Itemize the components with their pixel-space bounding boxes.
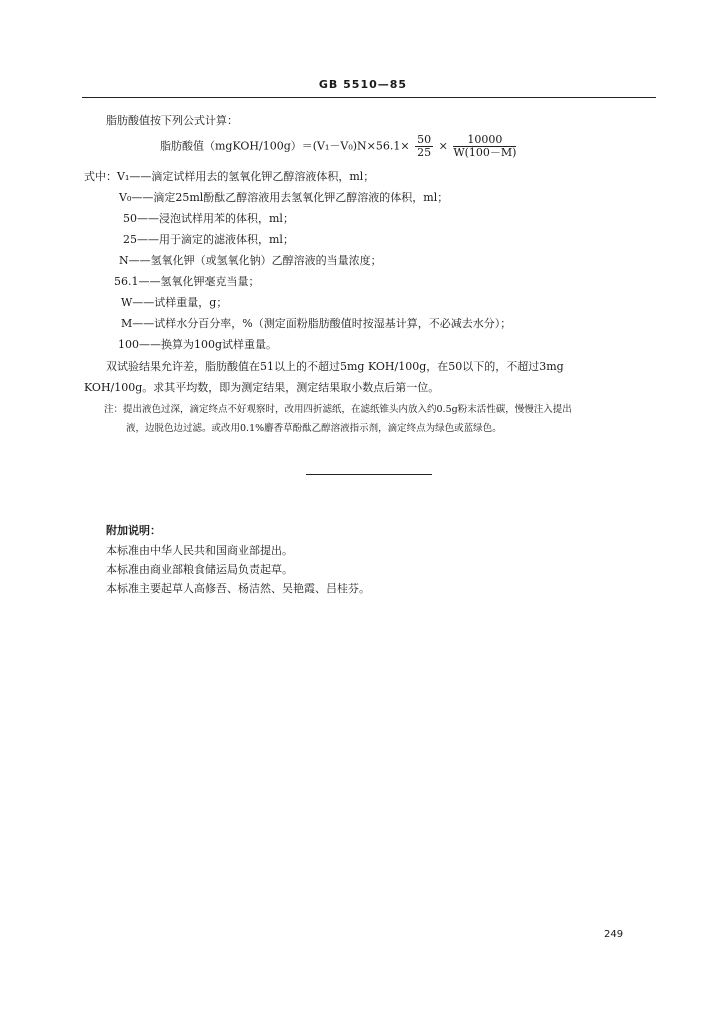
definition-v0: V₀——滴定25ml酚酞乙醇溶液用去氢氧化钾乙醇溶液的体积，ml；: [119, 191, 449, 204]
tolerance-line-2: KOH/100g。求其平均数，即为测定结果，测定结果取小数点后第一位。: [84, 381, 440, 394]
fraction-volume: [415, 134, 433, 159]
formula-lhs: 脂肪酸值（mgKOH/100g）＝(V₁－V₀)N×56.1×: [160, 139, 410, 153]
page-number: 249: [604, 929, 624, 940]
definition-25: 25——用于滴定的滤液体积，ml；: [123, 233, 294, 246]
definition-100: 100——换算为100g试样重量。: [118, 338, 278, 351]
fraction-weight-num: 10000: [453, 134, 516, 147]
definition-56-1: 56.1——氢氧化钾毫克当量；: [114, 275, 260, 288]
fraction-weight: [453, 134, 516, 159]
note-line-1: 注：提出液色过深，滴定终点不好观察时，改用四折滤纸，在滤纸锥头内放入约0.5g粉末活性碳，慢慢注入提出: [104, 404, 572, 415]
definition-50: 50——浸泡试样用苯的体积，ml；: [123, 212, 294, 225]
fraction-volume-den: 25: [417, 146, 432, 159]
fraction-weight-den: W(100－M): [453, 146, 517, 159]
appendix-line-2: 本标准由商业部粮食储运局负责起草。: [106, 563, 293, 576]
tolerance-line-1: 双试验结果允许差，脂肪酸值在51以上的不超过5mg KOH/100g，在50以下的，不超过3mg: [106, 360, 564, 373]
formula: [160, 134, 518, 159]
formula-intro: 脂肪酸值按下列公式计算：: [106, 114, 238, 127]
section-separator: [306, 474, 432, 475]
document-header: GB 5510—85: [318, 78, 408, 91]
note-line-2: 液，边脱色边过滤。或改用0.1%麝香草酚酞乙醇溶液指示剂，滴定终点为绿色或蓝绿色。: [126, 423, 502, 434]
definition-n: N——氢氧化钾（或氢氧化钠）乙醇溶液的当量浓度；: [119, 254, 382, 267]
header-rule: [82, 97, 656, 98]
formula-times: ×: [438, 139, 448, 153]
appendix-title: 附加说明：: [106, 524, 161, 537]
appendix-line-3: 本标准主要起草人高修吾、杨洁然、吴艳霞、吕桂芬。: [106, 582, 370, 595]
appendix-line-1: 本标准由中华人民共和国商业部提出。: [106, 544, 293, 557]
definition-w: W——试样重量，g；: [121, 296, 228, 309]
fraction-volume-num: 50: [417, 133, 432, 146]
definition-m: M——试样水分百分率，%（测定面粉脂肪酸值时按湿基计算，不必减去水分）；: [121, 317, 512, 330]
definition-v1: 式中：V₁——滴定试样用去的氢氧化钾乙醇溶液体积，ml；: [84, 170, 375, 183]
